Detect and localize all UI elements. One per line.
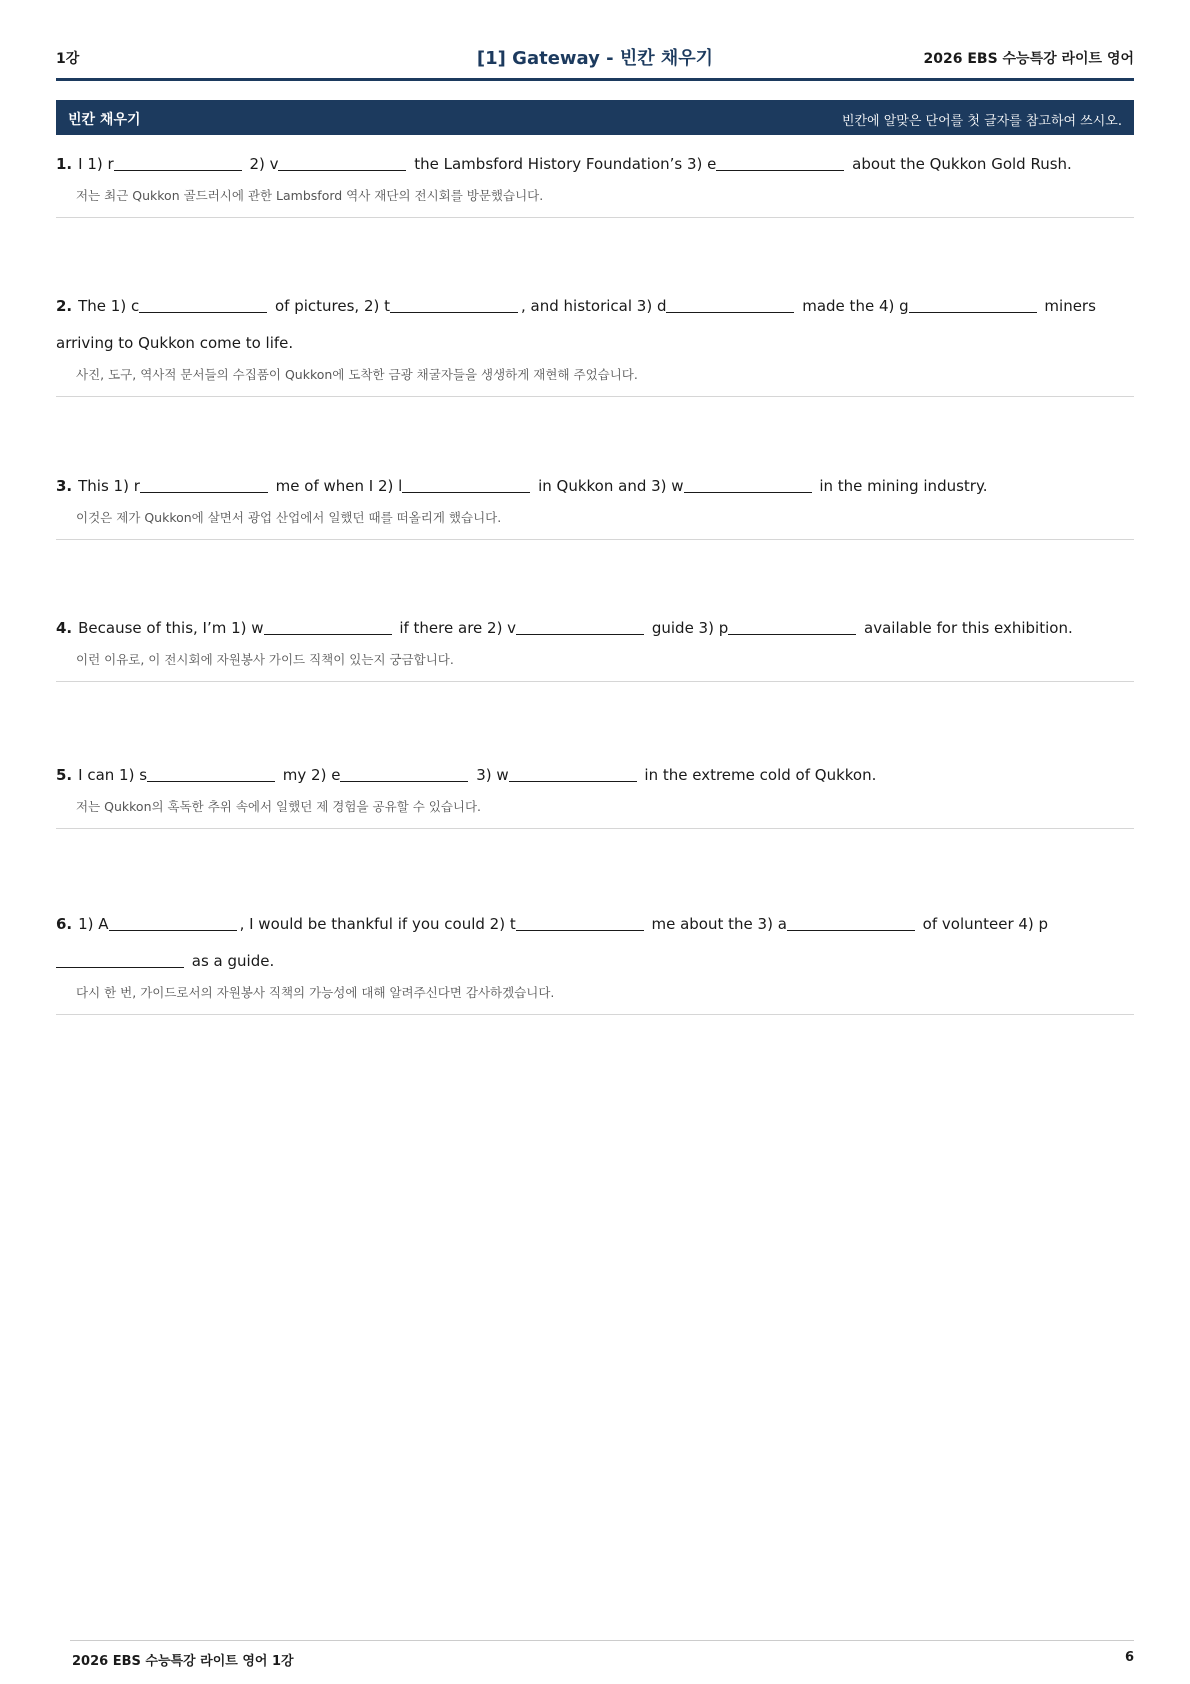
answer-blank[interactable] (147, 767, 275, 782)
answer-blank[interactable] (139, 298, 267, 313)
question-number: 4. (56, 619, 73, 637)
question-number: 3. (56, 477, 73, 495)
question-1 (56, 146, 1134, 218)
question-segment: 3) w (471, 766, 509, 784)
question-5 (56, 757, 1134, 829)
answer-blank[interactable] (340, 767, 468, 782)
question-divider (56, 1014, 1134, 1015)
question-number: 2. (56, 297, 73, 315)
answer-blank[interactable] (109, 916, 237, 931)
question-segment: if there are 2) v (394, 619, 517, 637)
question-segment: miners arriving to Qukkon come to life. (56, 297, 1096, 352)
question-6 (56, 906, 1134, 1015)
question-segment: me about the 3) a (646, 915, 787, 933)
answer-blank[interactable] (278, 156, 406, 171)
page-title: [1] Gateway - 빈칸 채우기 (476, 48, 714, 69)
question-4 (56, 610, 1134, 682)
question-segment: about the Qukkon Gold Rush. (847, 155, 1072, 173)
question-segment: I can 1) s (78, 766, 148, 784)
lesson-label: 1강 (56, 51, 80, 67)
question-segment: made the 4) g (797, 297, 909, 315)
question-segment: , and historical 3) d (521, 297, 667, 315)
question-number: 1. (56, 155, 73, 173)
question-segment: The 1) c (78, 297, 140, 315)
section-instruction: 빈칸에 알맞은 단어를 첫 글자를 참고하여 쓰시오. (841, 114, 1122, 129)
answer-blank[interactable] (509, 767, 637, 782)
question-divider (56, 396, 1134, 397)
question-segment: in the mining industry. (814, 477, 988, 495)
question-text (56, 468, 1134, 505)
answer-blank[interactable] (787, 916, 915, 931)
answer-blank[interactable] (666, 298, 794, 313)
question-segment: as a guide. (187, 952, 275, 970)
question-segment: of pictures, 2) t (270, 297, 390, 315)
question-segment: This 1) r (78, 477, 140, 495)
answer-blank[interactable] (390, 298, 518, 313)
answer-blank[interactable] (402, 478, 530, 493)
question-segment: me of when I 2) l (270, 477, 403, 495)
answer-blank[interactable] (516, 620, 644, 635)
question-text (56, 610, 1134, 647)
question-text (56, 757, 1134, 794)
question-number: 5. (56, 766, 73, 784)
answer-blank[interactable] (516, 916, 644, 931)
footer-book-title: 2026 EBS 수능특강 라이트 영어 1강 (72, 1654, 294, 1669)
question-3 (56, 468, 1134, 540)
question-text (56, 146, 1134, 183)
section-bar (56, 100, 1134, 135)
answer-blank[interactable] (728, 620, 856, 635)
question-divider (56, 828, 1134, 829)
question-translation: 이런 이유로, 이 전시회에 자원봉사 가이드 직책이 있는지 궁금합니다. (76, 652, 454, 667)
question-divider (56, 681, 1134, 682)
answer-blank[interactable] (114, 156, 242, 171)
question-segment: 2) v (244, 155, 279, 173)
question-translation: 사진, 도구, 역사적 문서들의 수집품이 Qukkon에 도착한 금광 채굴자들을 생생하게 재현해 주었습니다. (76, 367, 638, 382)
header-divider (56, 78, 1134, 81)
question-translation: 저는 최근 Qukkon 골드러시에 관한 Lambsford 역사 재단의 전시회를 방문했습니다. (76, 188, 544, 203)
answer-blank[interactable] (56, 953, 184, 968)
answer-blank[interactable] (716, 156, 844, 171)
question-translation: 다시 한 번, 가이드로서의 자원봉사 직책의 가능성에 대해 알려주신다면 감사하겠습니다. (76, 985, 555, 1000)
question-segment: Because of this, I’m 1) w (78, 619, 264, 637)
question-divider (56, 217, 1134, 218)
answer-blank[interactable] (140, 478, 268, 493)
question-segment: in the extreme cold of Qukkon. (639, 766, 877, 784)
question-segment: in Qukkon and 3) w (533, 477, 684, 495)
question-translation: 이것은 제가 Qukkon에 살면서 광업 산업에서 일했던 때를 떠올리게 했습니다. (76, 510, 502, 525)
question-divider (56, 539, 1134, 540)
question-segment: available for this exhibition. (859, 619, 1073, 637)
question-segment: of volunteer 4) p (917, 915, 1049, 933)
question-segment: 1) A (78, 915, 109, 933)
question-text (56, 288, 1134, 362)
question-segment: the Lambsford History Foundation’s 3) e (409, 155, 717, 173)
answer-blank[interactable] (264, 620, 392, 635)
question-number: 6. (56, 915, 73, 933)
question-segment: my 2) e (278, 766, 341, 784)
section-name: 빈칸 채우기 (68, 112, 141, 128)
footer-divider (70, 1640, 1134, 1641)
question-segment: guide 3) p (647, 619, 729, 637)
book-title: 2026 EBS 수능특강 라이트 영어 (923, 51, 1134, 67)
page-header (56, 44, 1134, 74)
question-segment: , I would be thankful if you could 2) t (239, 915, 516, 933)
page-number: 6 (1124, 1650, 1134, 1665)
question-text (56, 906, 1134, 980)
question-2 (56, 288, 1134, 397)
answer-blank[interactable] (684, 478, 812, 493)
answer-blank[interactable] (909, 298, 1037, 313)
question-translation: 저는 Qukkon의 혹독한 추위 속에서 일했던 제 경험을 공유할 수 있습니다. (76, 799, 482, 814)
question-segment: I 1) r (78, 155, 114, 173)
